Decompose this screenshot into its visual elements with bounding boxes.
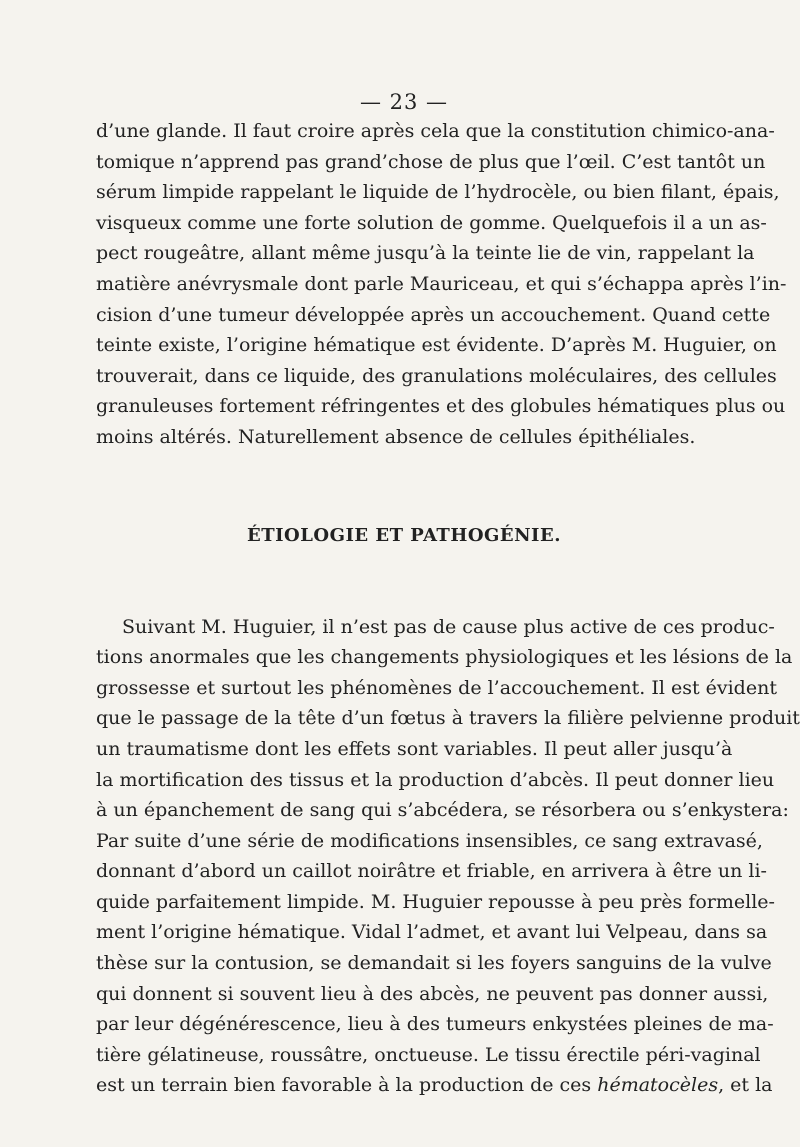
italic-term: hématocèles <box>597 1074 719 1097</box>
text-line: par leur dégénérescence, lieu à des tumeurs enkystées pleines de ma- <box>96 1013 774 1036</box>
text-line: granuleuses fortement réfringentes et des globules hématiques plus ou <box>96 395 786 418</box>
paragraph-liquid-description <box>96 116 787 453</box>
text-line: grossesse et surtout les phénomènes de l’accouchement. Il est évident <box>96 676 777 699</box>
text-line: un traumatisme dont les effets sont variables. Il peut aller jusqu’à <box>96 737 733 760</box>
text-line: tions anormales que les changements physiologiques et les lésions de la <box>96 646 793 669</box>
text-line: Suivant M. Huguier, il n’est pas de cause plus active de ces produc- <box>122 615 775 638</box>
text-line: thèse sur la contusion, se demandait si les foyers sanguins de la vulve <box>96 952 772 975</box>
text-line: cision d’une tumeur développée après un accouchement. Quand cette <box>96 303 771 326</box>
text-line: donnant d’abord un caillot noirâtre et friable, en arrivera à être un li- <box>96 860 767 883</box>
text-line: pect rougeâtre, allant même jusqu’à la teinte lie de vin, rappelant la <box>96 242 755 265</box>
text-line: teinte existe, l’origine hématique est évidente. D’après M. Huguier, on <box>96 334 777 357</box>
text-segment: , et la <box>718 1074 773 1097</box>
text-line: visqueux comme une forte solution de gomme. Quelquefois il a un as- <box>96 211 767 234</box>
text-line: quide parfaitement limpide. M. Huguier repousse à peu près formelle- <box>96 890 775 913</box>
text-line: tière gélatineuse, roussâtre, onctueuse. Le tissu érectile péri-vaginal <box>96 1043 761 1066</box>
text-line: d’une glande. Il faut croire après cela que la constitution chimico-ana- <box>96 120 775 142</box>
text-line: que le passage de la tête d’un fœtus à travers la filière pelvienne produit <box>96 707 800 730</box>
text-line: Par suite d’une série de modifications insensibles, ce sang extravasé, <box>96 829 763 852</box>
page-number: — 23 — <box>359 90 449 114</box>
text-line: à un épanchement de sang qui s’abcédera, se résorbera ou s’enkystera: <box>96 799 789 822</box>
text-line: moins altérés. Naturellement absence de cellules épithéliales. <box>96 425 696 448</box>
section-heading: ÉTIOLOGIE ET PATHOGÉNIE. <box>247 524 561 546</box>
text-line: sérum limpide rappelant le liquide de l’hydrocèle, ou bien filant, épais, <box>96 181 780 204</box>
text-line: la mortification des tissus et la production d’abcès. Il peut donner lieu <box>96 768 775 791</box>
text-line: matière anévrysmale dont parle Mauriceau, et qui s’échappa après l’in- <box>96 272 787 295</box>
text-line: qui donnent si souvent lieu à des abcès, ne peuvent pas donner aussi, <box>96 982 769 1005</box>
text-line-last <box>96 1070 773 1101</box>
text-segment: est un terrain bien favorable à la production de ces <box>96 1074 598 1097</box>
text-line: trouverait, dans ce liquide, des granulations moléculaires, des cellules <box>96 364 777 387</box>
text-line: ment l’origine hématique. Vidal l’admet, et avant lui Velpeau, dans sa <box>96 921 768 944</box>
paragraph-etiology <box>96 612 800 1102</box>
text-line: tomique n’apprend pas grand’chose de plus que l’œil. C’est tantôt un <box>96 150 766 173</box>
